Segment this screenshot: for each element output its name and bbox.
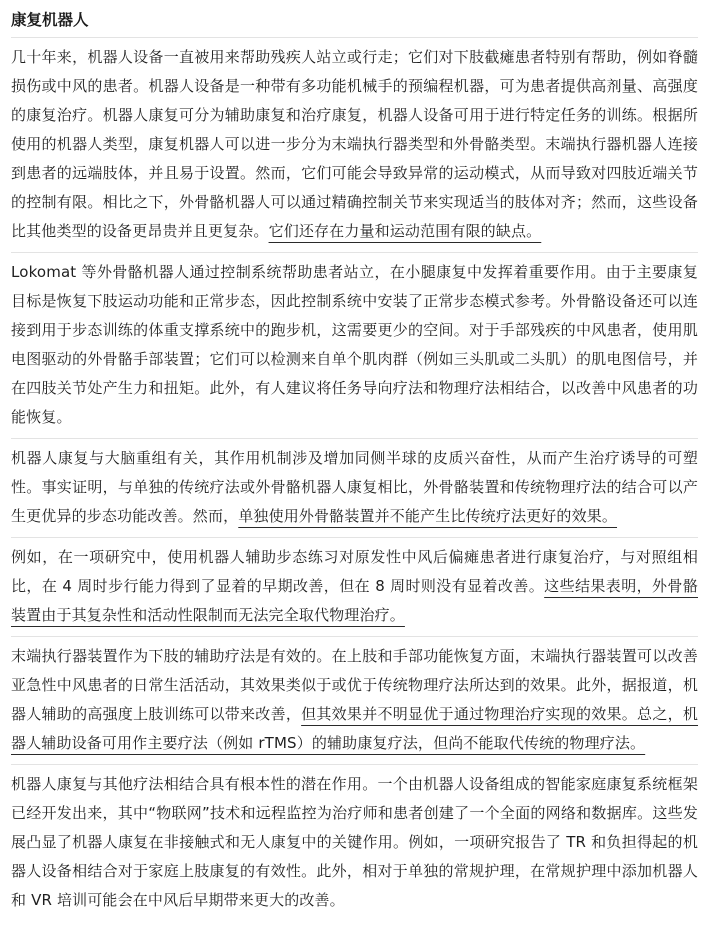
paragraph-text: 机器人康复与其他疗法相结合具有根本性的潜在作用。一个由机器人设备组成的智能家庭康复系统框架已经开发出来，其中“物联网”技术和远程监控为治疗师和患者创建了一个全面的网络和数据库。这些发展凸显了机器人康复在非接触式和无人康复中的关键作用。例如，一项研究报告了 TR 和负担得起的机器人设备相结合对于家庭上肢康复的有效性。此外，相对于单独的常规护理，在常规护理中添加机器人和 VR 培训可能会在中风后早期带来更大的改善。 <box>11 775 698 909</box>
paragraph-text: 几十年来，机器人设备一直被用来帮助残疾人站立或行走；它们对下肢截瘫患者特别有帮助，例如脊髓损伤或中风的患者。机器人设备是一种带有多功能机械手的预编程机器，可为患者提供高剂量、高强度的康复治疗。机器人康复可分为辅助康复和治疗康复，机器人设备可用于进行特定任务的训练。根据所使用的机器人类型，康复机器人可以进一步分为末端执行器类型和外骨骼类型。末端执行器机器人连接到患者的远端肢体，并且易于设置。然而，它们可能会导致异常的运动模式，从而导致对四肢近端关节的控制有限。相比之下，外骨骼机器人可以通过精确控制关节来实现适当的肢体对齐；然而，这些设备比其他类型的设备更昂贵并且更复杂。 <box>11 48 698 240</box>
paragraph-3 <box>11 439 698 537</box>
paragraph-text: Lokomat 等外骨骼机器人通过控制系统帮助患者站立，在小腿康复中发挥着重要作用。由于主要康复目标是恢复下肢运动功能和正常步态，因此控制系统中安装了正常步态模式参考。外骨骼设备还可以连接到用于步态训练的体重支撑系统中的跑步机，这需要更少的空间。对于手部残疾的中风患者，使用肌电图驱动的外骨骼手部装置；它们可以检测来自单个肌肉群（例如三头肌或二头肌）的肌电图信号，并在四肢关节处产生力和扭矩。此外，有人建议将任务导向疗法和物理疗法相结合，以改善中风患者的功能恢复。 <box>11 263 698 426</box>
underlined-highlight: 单独使用外骨骼装置并不能产生比传统疗法更好的效果。 <box>238 507 618 525</box>
paragraph-text: 末端执行器装置作为下肢的辅助疗法是有效的。在上肢和手部功能恢复方面，末端执行器装置可以改善亚急性中风患者的日常生活活动，其效果类似于或优于传统物理疗法所达到的效果。此外，据报道，机器人辅助的高强度上肢训练可以带来改善， <box>11 647 698 723</box>
paragraph-4 <box>11 538 698 636</box>
underlined-highlight: 但其效果并不明显优于通过物理治疗实现的效果。总之，机器人辅助设备可用作主要疗法（例如 rTMS）的辅助康复疗法，但尚不能取代传统的物理疗法。 <box>11 705 699 752</box>
underlined-highlight: 它们还存在力量和运动范围有限的缺点。 <box>268 222 542 240</box>
paragraph-6 <box>11 765 698 921</box>
page-title: 康复机器人 <box>11 11 89 29</box>
paragraph-text: 例如，在一项研究中，使用机器人辅助步态练习对原发性中风后偏瘫患者进行康复治疗，与对照组相比，在 4 周时步行能力得到了显着的早期改善，但在 8 周时则没有显着改善。 <box>11 548 698 595</box>
paragraph-5 <box>11 637 698 764</box>
paragraph-1 <box>11 38 698 252</box>
paragraph-text: 机器人康复与大脑重组有关，其作用机制涉及增加同侧半球的皮质兴奋性，从而产生治疗诱导的可塑性。事实证明，与单独的传统疗法或外骨骼机器人康复相比，外骨骼装置和传统物理疗法的结合可以产生更优异的步态功能改善。然而， <box>11 449 698 525</box>
underlined-highlight: 这些结果表明，外骨骼装置由于其复杂性和活动性限制而无法完全取代物理治疗。 <box>11 577 698 624</box>
paragraph-2 <box>11 253 698 438</box>
